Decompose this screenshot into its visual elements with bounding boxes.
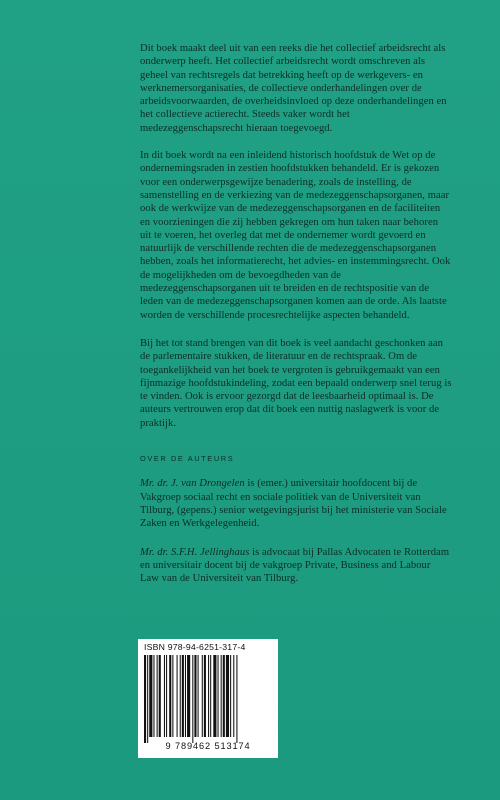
blurb-column	[140, 42, 452, 600]
author-bio-2	[140, 546, 452, 586]
blurb-paragraph-1: Dit boek maakt deel uit van een reeks die het collectief arbeidsrecht als onderwerp heeft. Het collectief arbeidsrecht wordt omschreven als geheel van rechtsregels dat betrekking heeft op de werkgevers- en werknemersorganisaties, de collectieve onderhandelingen over de arbeidsvoorwaarden, de overheidsinvloed op deze onderhandelingen en het collectieve actierecht. Steeds vaker wordt het medezeggenschapsrecht hieraan toegevoegd.	[140, 43, 447, 134]
barcode-icon	[142, 655, 274, 743]
authors-heading: OVER DE AUTEURS	[140, 454, 235, 464]
author-text-1: is (emer.) universitair hoofdocent bij de Vakgroep sociaal recht en sociale politiek van de Universiteit van Tilburg, (gepens.) senior wetgevingsjurist bij het ministerie van Sociale Zaken en Werkgelegenheid.	[140, 478, 447, 530]
author-bio-1	[140, 477, 452, 530]
author-name-1: Mr. dr. J. van Drongelen	[140, 478, 245, 490]
author-text-2: is advocaat bij Pallas Advocaten te Rotterdam en universitair docent bij de vakgroep Private, Business and Labour Law van de Universiteit van Tilburg.	[140, 546, 450, 585]
blurb-paragraph-3: Bij het tot stand brengen van dit boek is veel aandacht geschonken aan de parlementaire stukken, de literatuur en de rechtspraak. Om de toegankelijkheid van het boek te vergroten is gebruikgemaakt van een fijnmazige hoofdstukindeling, zodat een bepaald onderwerp snel terug is te vinden. Ook is ervoor gezorgd dat de leesbaarheid optimaal is. De auteurs vertrouwen erop dat dit boek een nuttig naslagwerk is voor de praktijk.	[140, 337, 452, 429]
blurb-paragraph-2: In dit boek wordt na een inleidend historisch hoofdstuk de Wet op de ondernemingsraden in zestien hoofdstukken behandeld. Er is gekozen voor een onderwerpsgewijze benadering, zoals de instelling, de samenstelling en de verkiezing van de medezeggenschapsorganen, maar ook de werkwijze van de medezeggenschapsorganen en de faciliteiten en voorzieningen die zij hebben gekregen om hun taken naar behoren uit te voeren, het overleg dat met de ondernemer wordt gevoerd en natuurlijk de verschillende rechten die de medezeggenschapsorganen hebben, zoals het informatierecht, het advies- en instemmingsrecht. Ook de mogelijkheden om de bevoegdheden van de medezeggenschapsorganen uit te breiden en de rechtspositie van de leden van de medezeggenschapsorganen komen aan de orde. Als laatste worden de verschillende procesrechtelijke aspecten behandeld.	[140, 150, 451, 321]
author-name-2: Mr. dr. S.F.H. Jellinghaus	[140, 546, 250, 558]
isbn-barcode-block	[138, 639, 278, 758]
isbn-label: ISBN 978-94-6251-317-4	[144, 642, 246, 652]
barcode-digits: 9 789462 513174	[165, 741, 251, 751]
